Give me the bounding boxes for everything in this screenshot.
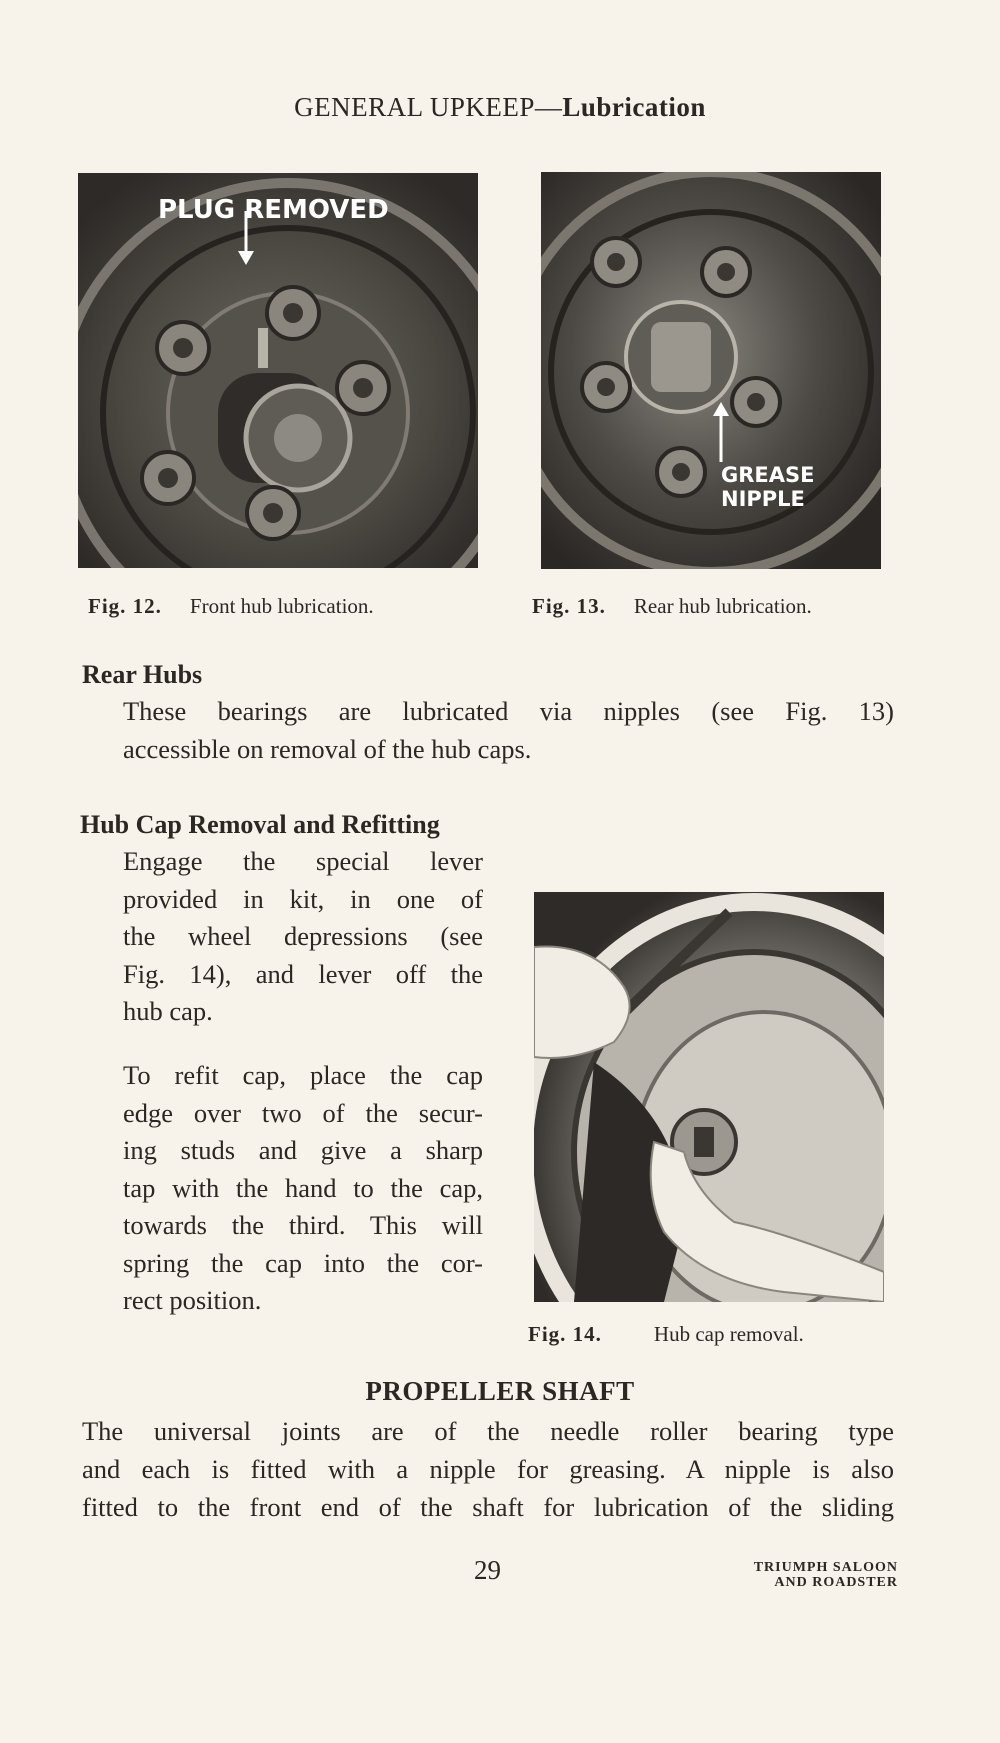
footer-line-2: AND ROADSTER bbox=[774, 1575, 898, 1590]
hub-cap-p1-line: Engage the special lever bbox=[123, 846, 483, 876]
front-hub-illustration bbox=[78, 173, 478, 568]
rear-hub-illustration bbox=[541, 172, 881, 569]
hub-cap-p2-line: towards the third. This will bbox=[123, 1210, 483, 1240]
fig13-caption bbox=[532, 594, 812, 619]
hub-cap-para-2 bbox=[123, 1057, 483, 1320]
fig13-photo bbox=[541, 172, 881, 569]
fig13-label: Fig. 13. bbox=[532, 594, 606, 618]
hub-cap-para-1 bbox=[123, 843, 483, 1031]
fig13-caption-text: Rear hub lubrication. bbox=[633, 594, 812, 618]
propeller-line-2: and each is fitted with a nipple for greasing. A nipple is also bbox=[82, 1454, 894, 1484]
hub-cap-p1-line: hub cap. bbox=[123, 996, 213, 1026]
hub-cap-p1-line: the wheel depressions (see bbox=[123, 921, 483, 951]
fig12-caption bbox=[88, 594, 374, 619]
hub-cap-p2-line: edge over two of the secur- bbox=[123, 1097, 483, 1128]
grease-label: GREASE bbox=[721, 463, 815, 487]
fig12-photo bbox=[78, 173, 478, 568]
hub-cap-p2-line: To refit cap, place the cap bbox=[123, 1060, 483, 1090]
nipple-label: NIPPLE bbox=[721, 487, 805, 511]
fig14-label: Fig. 14. bbox=[528, 1322, 602, 1346]
footer-publication bbox=[620, 1560, 898, 1590]
propeller-line-3: fitted to the front end of the shaft for lubrication of the sliding bbox=[82, 1492, 894, 1522]
plug-removed-label: PLUG REMOVED bbox=[158, 195, 389, 225]
rear-hubs-heading: Rear Hubs bbox=[82, 660, 203, 689]
hub-cap-p2-line: rect position. bbox=[123, 1285, 262, 1315]
fig14-caption-text: Hub cap removal. bbox=[653, 1322, 804, 1346]
hub-cap-p1-line: provided in kit, in one of bbox=[123, 883, 483, 914]
hub-cap-heading: Hub Cap Removal and Refitting bbox=[80, 810, 440, 839]
fig12-caption-text: Front hub lubrication. bbox=[189, 594, 374, 618]
rear-hubs-line-2: accessible on removal of the hub caps. bbox=[123, 734, 532, 764]
hub-cap-removal-illustration bbox=[534, 892, 884, 1302]
propeller-line-1: The universal joints are of the needle roller bearing type bbox=[82, 1416, 894, 1446]
propeller-shaft-heading: PROPELLER SHAFT bbox=[365, 1376, 635, 1406]
hub-cap-p2-line: tap with the hand to the cap, bbox=[123, 1172, 483, 1203]
page-number: 29 bbox=[474, 1555, 501, 1585]
fig14-photo bbox=[534, 892, 884, 1302]
header-title: GENERAL UPKEEP— bbox=[294, 92, 563, 122]
header-subtitle: Lubrication bbox=[562, 92, 706, 122]
page-header bbox=[0, 92, 1000, 123]
fig12-label: Fig. 12. bbox=[88, 594, 162, 618]
hub-cap-p1-line: Fig. 14), and lever off the bbox=[123, 958, 483, 989]
hub-cap-p2-line: ing studs and give a sharp bbox=[123, 1135, 483, 1165]
fig14-caption bbox=[528, 1322, 804, 1347]
footer-line-1: TRIUMPH SALOON bbox=[753, 1560, 898, 1575]
hub-cap-p2-line: spring the cap into the cor- bbox=[123, 1247, 483, 1278]
rear-hubs-line-1: These bearings are lubricated via nipples (see Fig. 13) bbox=[123, 696, 894, 726]
